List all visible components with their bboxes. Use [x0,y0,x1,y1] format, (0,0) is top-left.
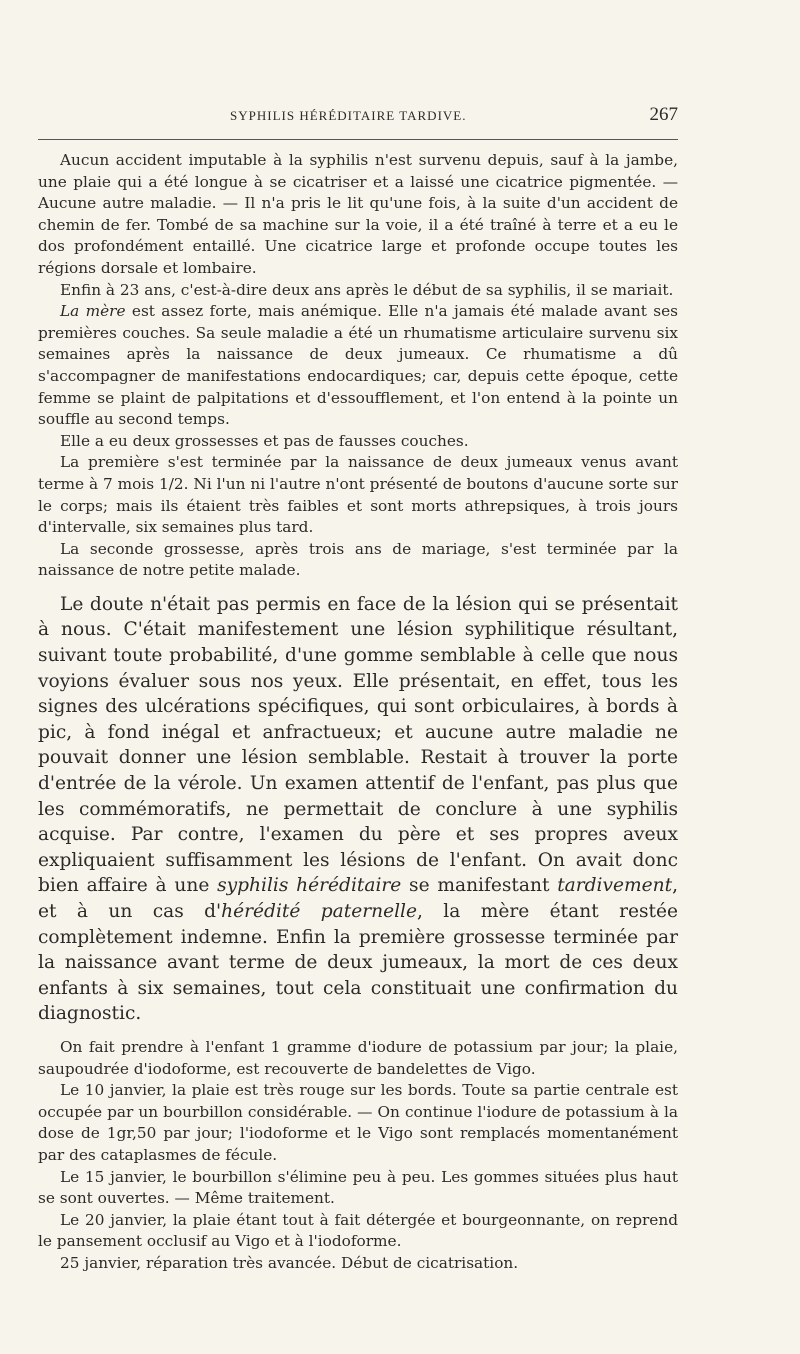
paragraph: Le 20 janvier, la plaie étant tout à fait détergée et bourgeonnante, on reprend le pansement occlusif au Vigo et à l'iodoforme. [38,1210,678,1251]
paragraph: Enfin à 23 ans, c'est-à-dire deux ans après le début de sa syphilis, il se mariait. [60,280,674,299]
text-run: Le doute n'était pas permis en face de la lésion qui se présentait à nous. C'était manifestement une lésion syphilitique résultant, suivant toute probabilité, d'une gomme semblable à celle que nous voyions évaluer sous nos yeux. Elle présentait, en effet, tous les signes des ulcérations spécifiques, qui sont orbiculaires, à bords à pic, à fond inégal et anfractueux; et aucune autre maladie ne pouvait donner une lésion semblable. Restait à trouver la porte d'entrée de la vérole. Un examen attentif de l'enfant, pas plus que les commémoratifs, ne permettait de conclure à une syphilis acquise. Par contre, l'examen du père et ses propres aveux expliquaient suffisamment les lésions de l'enfant. On avait donc bien affaire à une [38,593,678,897]
paragraph: 25 janvier, réparation très avancée. Début de cicatrisation. [60,1253,519,1272]
main-text [38,150,678,1275]
page-number: 267 [649,104,678,125]
paragraph: La seconde grossesse, après trois ans de mariage, s'est terminée par la naissance de notre petite malade. [38,539,678,580]
text-run: , et à un cas d' [38,875,678,922]
discussion [38,592,678,1027]
running-title: SYPHILIS HÉRÉDITAIRE TARDIVE. [230,108,467,123]
paragraph: On fait prendre à l'enfant 1 gramme d'iodure de potassium par jour; la plaie, saupoudrée d'iodoforme, est recouverte de bandelettes de Vigo. [38,1037,678,1078]
italic-run: hérédité paternelle [221,901,417,922]
header-rule [38,139,678,140]
paragraph: Le 10 janvier, la plaie est très rouge sur les bords. Toute sa partie centrale est occupée par un bourbillon considérable. — On continue l'iodure de potassium à la dose de 1gr,50 par jour; l'iodoforme et le Vigo sont remplacés momentanément par des cataplasmes de fécule. [38,1081,678,1164]
case-history [38,150,678,582]
paragraph-rest: est assez forte, mais anémique. Elle n'a jamais été malade avant ses premières couches. Sa seule maladie a été un rhumatisme articulaire survenu six semaines après la naissance de deux jumeaux. Ce rhumatisme a dû s'accompagner de manifestations endocardiques; car, depuis cette époque, cette femme se plaint de palpitations et d'essoufflement, et l'on entend à la pointe un souffle au second temps. [38,302,678,429]
mother-paragraph [38,301,678,431]
text-run: , la mère étant restée complètement indemne. Enfin la première grossesse terminée par la naissance avant terme de deux jumeaux, la mort de ces deux enfants à six semaines, tout cela constituait une confirmation du diagnostic. [38,901,678,1025]
running-head [38,104,678,128]
paragraph: La première s'est terminée par la naissance de deux jumeaux venus avant terme à 7 mois 1/2. Ni l'un ni l'autre n'ont présenté de boutons d'aucune sorte sur le corps; mais ils étaient très faibles et sont morts athrepsiques, à trois jours d'intervalle, six semaines plus tard. [38,453,678,537]
paragraph: Elle a eu deux grossesses et pas de fausses couches. [60,431,469,450]
discussion-paragraph [38,592,678,1027]
text-run: se manifestant [401,875,558,897]
paragraph: Aucun accident imputable à la syphilis n'est survenu depuis, sauf à la jambe, une plaie qui a été longue à se cicatriser et a laissé une cicatrice pigmentée. — Aucune autre maladie. — Il n'a pris le lit qu'une fois, à la suite d'un accident de chemin de fer. Tombé de sa machine sur la voie, il a été traîné à terre et a eu le dos profondément entaillé. Une cicatrice large et profonde occupe toutes les régions dorsale et lombaire. [38,151,678,277]
treatment-notes [38,1037,678,1275]
italic-lead: La mère [60,302,126,321]
italic-run: tardivement [557,875,673,897]
italic-run: syphilis héréditaire [217,875,402,897]
paragraph: Le 15 janvier, le bourbillon s'élimine peu à peu. Les gommes situées plus haut se sont ouvertes. — Même traitement. [38,1167,678,1208]
